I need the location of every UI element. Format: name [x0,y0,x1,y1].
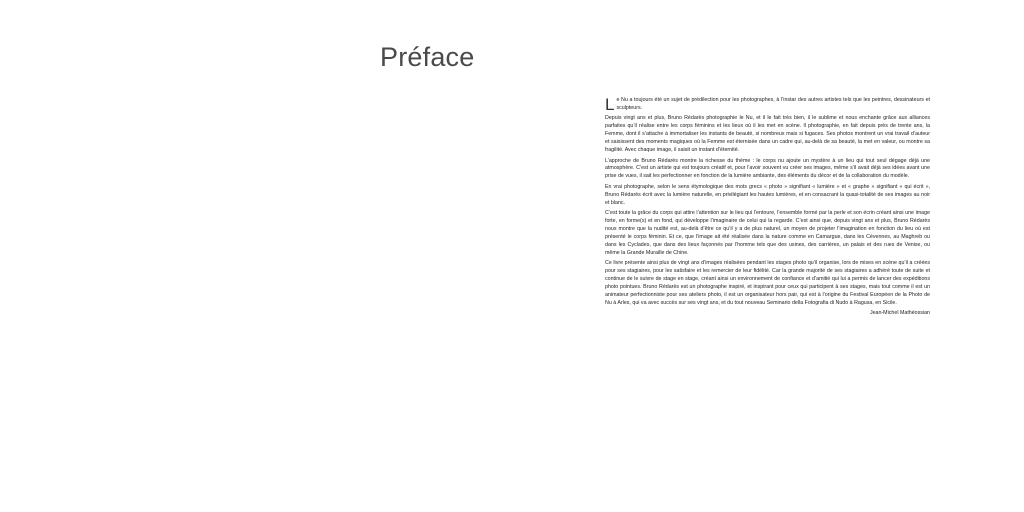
intro-paragraph [605,97,930,113]
drop-cap: L [605,95,615,114]
body-paragraph: Depuis vingt ans et plus, Bruno Rédarès photographie le Nu, et il le fait très bien, il le sublime et nous enchante grâce aux alliances parfaites qu’il réalise entre les corps féminins et les lieux où il les met en scène. Il photographie, en fait depuis près de trente ans, la Femme, dont il s’attache à immortaliser les instants de beauté, si nombreux mais si fugaces. Ses photos montrent un vrai travail d’auteur et saisissent des moments magiques où la Femme est éternisée dans un cadre qui, au-delà de sa beauté, la met en valeur, ou montre sa fragilité. Avec chaque image, il saisit un instant d’éternité. [605,115,930,154]
author-signature: Jean-Michel Mathéossian [869,310,930,317]
body-paragraph: Ce livre présente ainsi plus de vingt ans d’images réalisées pendant les stages photo qu’il organise, lors de mises en scène qu’il a créées pour ses stagiaires, pour les satisfaire et les remercier de leur fidélité. Car la grande majorité de ses stagiaires a adhéré toute de suite et continue de le suivre de stage en stage, créant ainsi un environnement de confiance et d’amitié qui lui a permis de lancer des expéditions photo pointues. Bruno Rédarès est un photographe inspiré, et inspirant pour ceux qui participent à ses stages, mais tout comme il est un animateur perfectionniste pour ses ateliers photo, il est un organisateur hors pair, qui est à l’origine du Festival Européen de la Photo de Nu à Arles, qui va avec succès sur ses vingt ans, et du tout nouveau Seminario della Fotografia di Nudo à Ragusa, en Sicile. [605,260,930,306]
preface-body [605,97,930,321]
page-title: Préface [380,42,475,72]
body-paragraph: C’est toute la grâce du corps qui attire l’attention sur le lieu qui l’entoure, l’ensemble formé par la perle et son écrin créant ainsi une image forte, en forme(s) et en fond, qui développe l’imaginaire de celui qui la regarde. C’est ainsi que, depuis vingt ans et plus, Bruno Rédarès nous montre que la nudité est, au-delà d’être ce qu’il y a de plus naturel, un moyen de projeter l’imagination en fonction du lieu où est présenté le corps féminin. Et ce, que l’image ait été réalisée dans la nature comme en Camargue, dans les Cévennes, au Maghreb ou dans les Cyclades, que dans des lieux façonnés par l’homme tels que des usines, des carrières, un palais et des rues de Venise, ou même la Grande Muraille de Chine. [605,210,930,256]
intro-text: e Nu a toujours été un sujet de prédilection pour les photographes, à l’instar des autres artistes tels que les peintres, dessinateurs et sculpteurs. [616,97,930,111]
body-paragraph: En vrai photographe, selon le sens étymologique des mots grecs « photo » signifiant « lumière » et « graphe » signifiant « qui écrit », Bruno Rédarès écrit avec la lumière naturelle, en privilégiant les hautes lumières, et en consacrant la quasi-totalité de ses images au noir et blanc. [605,183,930,206]
body-paragraph: L’approche de Bruno Rédarès montre la richesse du thème : le corps nu ajoute un mystère à un lieu qui tout seul dégage déjà une atmosphère. C’est un artiste qui est toujours créatif et, pour l’avoir souvent vu créer ses images, même s’il avait déjà ses idées avant une prise de vues, il sait les perfectionner en fonction de la lumière ambiante, des éléments du décor et de la collaboration du modèle. [605,157,930,180]
